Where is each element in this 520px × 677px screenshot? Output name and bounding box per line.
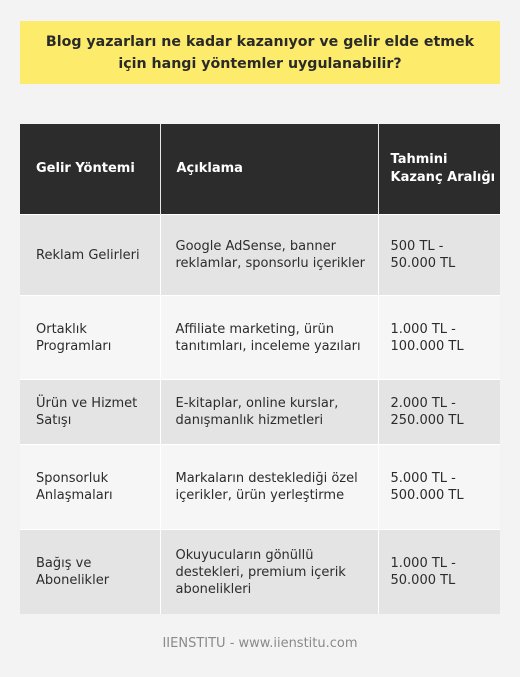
cell-earnings: 5.000 TL - 500.000 TL xyxy=(378,445,500,530)
page-title: Blog yazarları ne kadar kazanıyor ve gelir elde etmek için hangi yöntemler uygulanabilir? xyxy=(45,33,475,72)
cell-method: Sponsorluk Anlaşmaları xyxy=(20,445,160,530)
table-row xyxy=(20,380,500,445)
table-row xyxy=(20,445,500,530)
column-header-earnings: Tahmini Kazanç Aralığı xyxy=(378,124,500,215)
table-body xyxy=(20,215,500,615)
table-header xyxy=(20,124,500,215)
title-banner xyxy=(20,21,500,84)
income-methods-table xyxy=(20,124,500,614)
cell-earnings: 1.000 TL - 100.000 TL xyxy=(378,296,500,380)
cell-description: E-kitaplar, online kurslar, danışmanlık hizmetleri xyxy=(160,380,378,445)
cell-earnings: 1.000 TL - 50.000 TL xyxy=(378,530,500,615)
cell-method: Reklam Gelirleri xyxy=(20,215,160,296)
cell-method: Ortaklık Programları xyxy=(20,296,160,380)
cell-method: Bağış ve Abonelikler xyxy=(20,530,160,615)
table-row xyxy=(20,296,500,380)
cell-earnings: 500 TL - 50.000 TL xyxy=(378,215,500,296)
cell-description: Markaların desteklediği özel içerikler, ürün yerleştirme xyxy=(160,445,378,530)
footer-credit: IIENSTITU - www.iienstitu.com xyxy=(162,636,358,651)
cell-method: Ürün ve Hizmet Satışı xyxy=(20,380,160,445)
table-row xyxy=(20,215,500,296)
cell-description: Okuyucuların gönüllü destekleri, premium içerik abonelikleri xyxy=(160,530,378,615)
income-table-container xyxy=(20,124,500,614)
column-header-description: Açıklama xyxy=(160,124,378,215)
cell-description: Google AdSense, banner reklamlar, sponsorlu içerikler xyxy=(160,215,378,296)
cell-earnings: 2.000 TL - 250.000 TL xyxy=(378,380,500,445)
table-row xyxy=(20,530,500,615)
column-header-method: Gelir Yöntemi xyxy=(20,124,160,215)
cell-description: Affiliate marketing, ürün tanıtımları, inceleme yazıları xyxy=(160,296,378,380)
table-header-row xyxy=(20,124,500,215)
